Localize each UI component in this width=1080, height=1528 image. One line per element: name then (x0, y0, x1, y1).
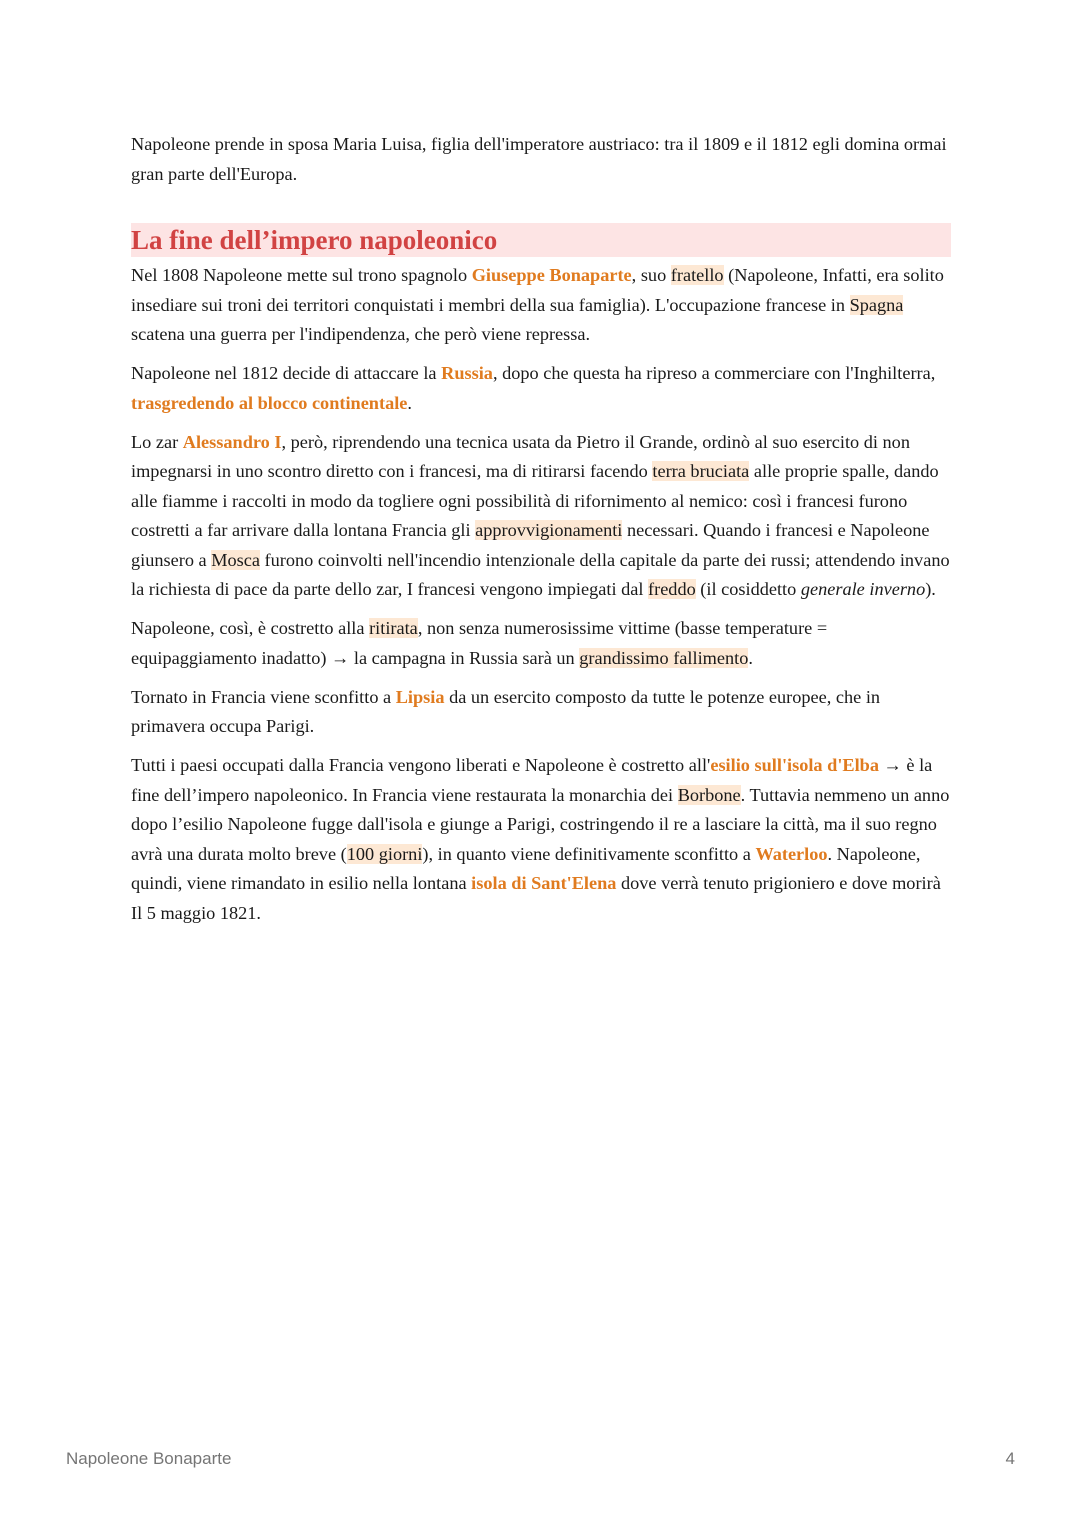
page-content (131, 130, 951, 938)
text: . Napoleone, quindi, viene rimandato in esilio nella lontana (131, 843, 921, 893)
text: . (407, 392, 412, 413)
keyword-blocco-continentale: trasgredendo al blocco continentale (131, 392, 408, 413)
text: . (748, 647, 753, 668)
text: (Napoleone, Infatti, era solito insediare sui troni dei territori conquistati i membri della sua famiglia). L'occupazione francese in (131, 265, 944, 315)
intro-paragraph (131, 130, 951, 189)
text: dove verrà tenuto prigioniero e dove morirà Il 5 maggio 1821. (131, 873, 941, 923)
text: scatena una guerra per l'indipendenza, che però viene repressa. (131, 324, 591, 344)
highlight-borbone: Borbone (677, 784, 741, 805)
keyword-waterloo: Waterloo (755, 843, 828, 864)
footer-page-number: 4 (1005, 1449, 1015, 1468)
section-heading: La fine dell’impero napoleonico (131, 223, 951, 257)
paragraph-russia (131, 359, 951, 418)
italic-generale-inverno: generale inverno (800, 579, 926, 599)
text: Lo zar (131, 431, 183, 452)
text: necessari. Quando i francesi e Napoleone giunsero a (131, 520, 930, 570)
paragraph-elba-waterloo (131, 751, 951, 928)
paragraph-ritirata (131, 614, 951, 673)
keyword-esilio-elba: esilio sull'isola d'Elba (710, 755, 879, 775)
highlight-fratello: fratello (670, 265, 724, 285)
highlight-grandissimo-fallimento: grandissimo fallimento (579, 647, 749, 668)
text: , non senza numerosissime vittime (basse temperature = equipaggiamento inadatto) → la campagna in Russia sarà un (131, 618, 828, 668)
highlight-approvvigionamenti: approvvigionamenti (475, 520, 623, 540)
footer-document-title: Napoleone Bonaparte (66, 1449, 232, 1468)
highlight-terra-bruciata: terra bruciata (652, 461, 750, 481)
text: Tornato in Francia viene sconfitto a (131, 686, 396, 707)
paragraph-spain (131, 261, 951, 350)
text: , dopo che questa ha ripreso a commerciare con l'Inghilterra, (492, 363, 936, 383)
text: , però, riprendendo una tecnica usata da Pietro il Grande, ordinò al suo esercito di non impegnarsi in uno scontro diretto con i francesi, ma di ritirarsi facendo (131, 431, 910, 481)
text: Napoleone nel 1812 decide di attaccare la (131, 363, 442, 383)
text: , suo (631, 265, 671, 285)
keyword-lipsia: Lipsia (395, 686, 445, 707)
highlight-freddo: freddo (648, 579, 696, 599)
keyword-alessandro-i: Alessandro I (182, 431, 282, 452)
text: Nel 1808 Napoleone mette sul trono spagnolo (131, 265, 472, 285)
text: ), in quanto viene definitivamente sconfitto a (422, 843, 756, 864)
highlight-spagna: Spagna (849, 294, 904, 315)
highlight-100-giorni: 100 giorni (346, 843, 423, 864)
text: ). (925, 579, 936, 599)
text: da un esercito composto da tutte le potenze europee, che in primavera occupa Parigi. (131, 686, 881, 736)
highlight-mosca: Mosca (211, 549, 260, 570)
highlight-ritirata: ritirata (369, 618, 418, 638)
keyword-giuseppe-bonaparte: Giuseppe Bonaparte (471, 265, 632, 285)
keyword-sant-elena: isola di Sant'Elena (471, 873, 617, 893)
text: furono coinvolti nell'incendio intenzionale della capitale da parte dei russi; attendendo invano la richiesta di pace da parte dello zar, I francesi vengono impiegati dal (131, 549, 950, 599)
paragraph-lipsia (131, 683, 951, 742)
text: Tutti i paesi occupati dalla Francia vengono liberati e Napoleone è costretto all' (131, 755, 711, 775)
text: → è la fine dell’impero napoleonico. In Francia viene restaurata la monarchia dei (131, 755, 933, 805)
paragraph-alessandro (131, 428, 951, 605)
text: . Tuttavia nemmeno un anno dopo l’esilio Napoleone fugge dall'isola e giunge a Parigi, costringendo il re a lasciare la città, ma il suo regno avrà una durata molto breve ( (131, 784, 950, 864)
text: Napoleone, così, è costretto alla (131, 618, 370, 638)
text: alle proprie spalle, dando alle fiamme i raccolti in modo da togliere ogni possibilità di rifornimento al nemico: così i francesi furono costretti a far arrivare dalla lontana Francia gli (131, 461, 939, 540)
text: (il cosiddetto (695, 579, 801, 599)
intro-text: Napoleone prende in sposa Maria Luisa, figlia dell'imperatore austriaco: tra il 1809 e il 1812 egli domina ormai gran parte dell'Europa. (131, 134, 947, 184)
keyword-russia: Russia (441, 363, 493, 383)
